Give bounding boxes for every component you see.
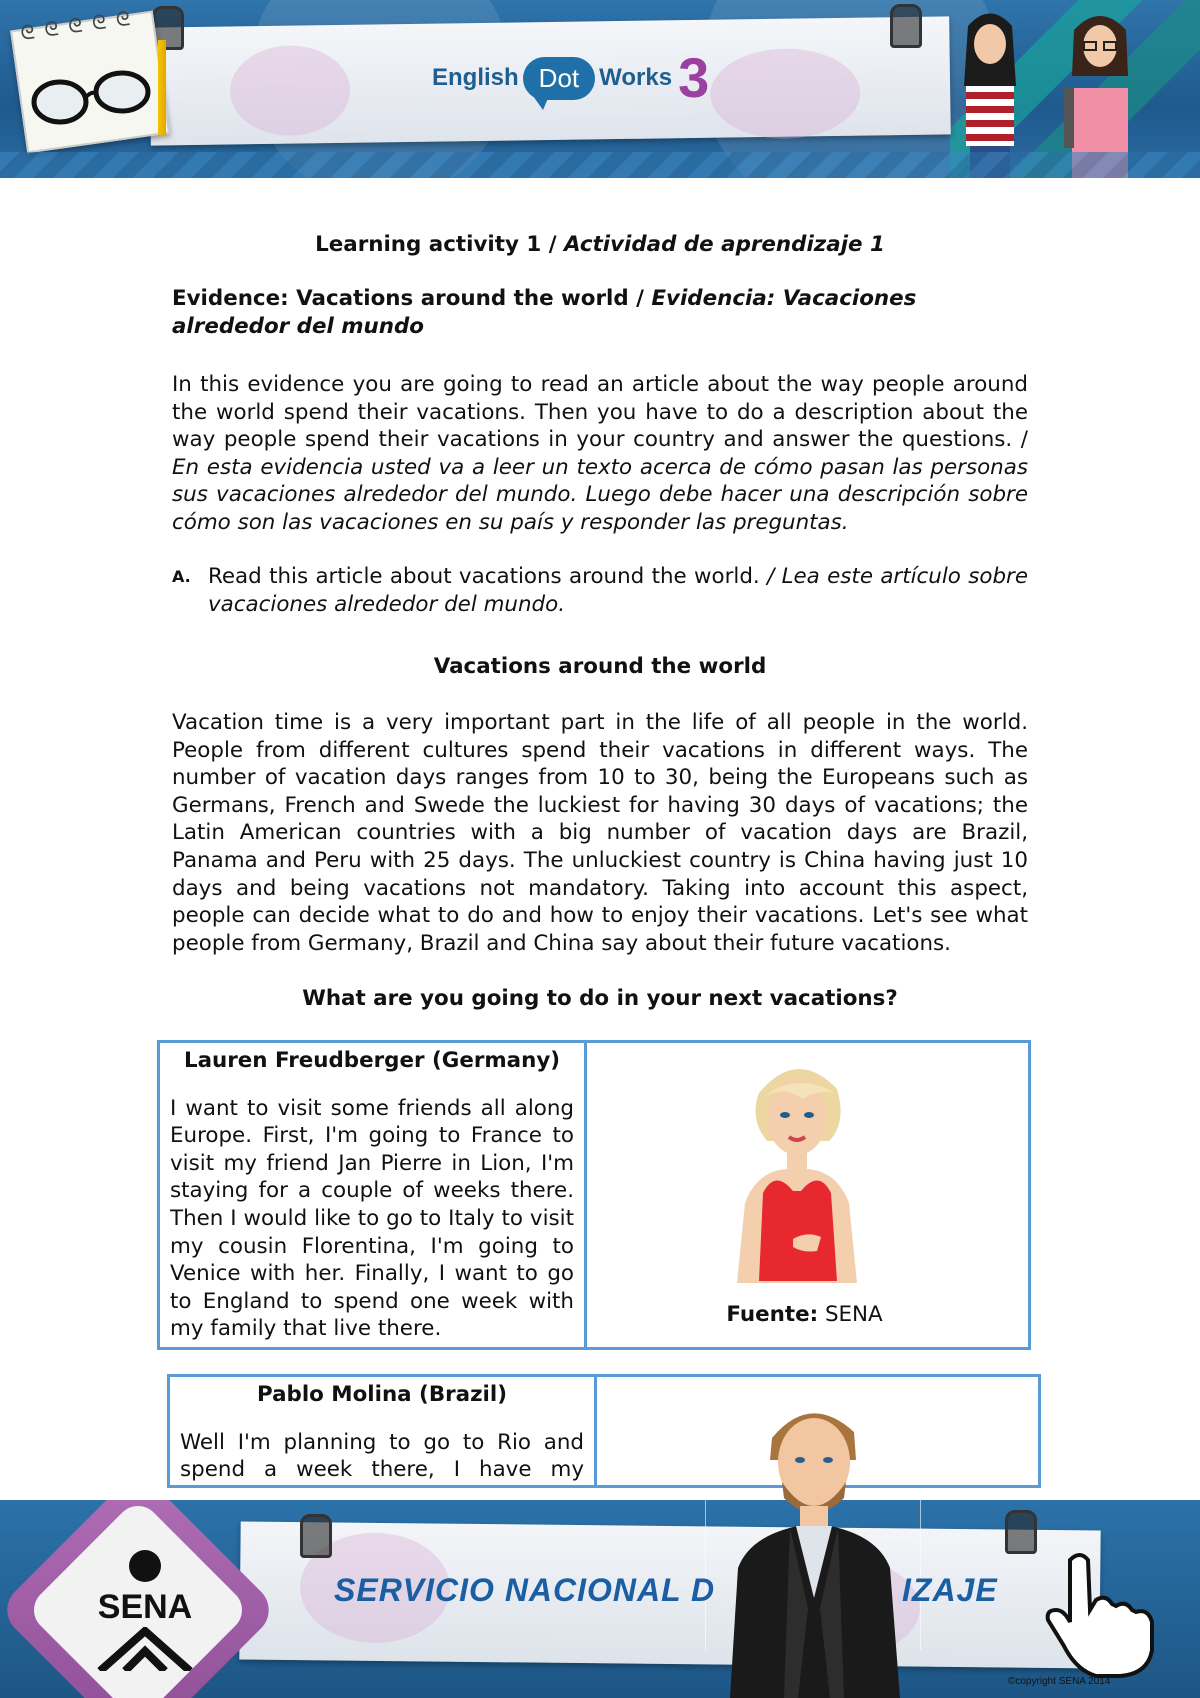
list-item-letter: A. [172, 567, 191, 586]
profile-text-cell [170, 1377, 597, 1485]
copyright-text: ©copyright SENA 2014 [1008, 1676, 1111, 1687]
caption-label: Fuente: [726, 1302, 819, 1327]
logo-dot-bubble: Dot [523, 57, 595, 100]
article-title: Vacations around the world [433, 654, 767, 679]
profile-text: Well I'm planning to go to Rio and spend a week there, I have my [180, 1429, 584, 1483]
intro-es: En esta evidencia usted va a leer un texto acerca de cómo pasan las personas sus vacaciones alrededor del mundo. Luego debe hacer una descripción sobre cómo son las vacaciones en su país y responder las preguntas. [172, 454, 1028, 535]
slogan-right: IZAJE [902, 1572, 998, 1608]
blonde-woman-illustration [697, 1053, 897, 1283]
binder-clip-icon [300, 1514, 332, 1558]
item-a-es: / Lea este artículo sobre vacaciones alrededor del mundo. [208, 564, 1028, 617]
list-item-text [208, 563, 1028, 618]
logo-number: 3 [678, 46, 710, 109]
man-character-illustration [720, 1398, 910, 1698]
profile-image-cell [587, 1043, 1022, 1347]
caption-value: SENA [818, 1302, 883, 1327]
intro-paragraph [172, 371, 1028, 537]
header-banner [0, 0, 1200, 178]
english-dot-works-logo [432, 48, 709, 108]
pencil-icon [158, 40, 166, 135]
spiral-rings: ᘓᘓᘓᘓᘓ [18, 4, 142, 46]
item-a-en: Read this article about vacations around the world. [208, 564, 768, 589]
sena-arrows-icon [90, 1627, 200, 1671]
profile-name: Pablo Molina (Brazil) [256, 1382, 508, 1407]
intro-en: In this evidence you are going to read an article about the way people around the world spend their vacations. Then you have to do a description about the way people spend their vacations in your country and answer the questions. / [172, 372, 1028, 453]
question-heading: What are you going to do in your next vacations? [302, 986, 898, 1011]
logo-english: English [432, 64, 519, 91]
slogan-left: SERVICIO NACIONAL D [334, 1572, 716, 1608]
glasses-icon [30, 70, 160, 130]
article-body: Vacation time is a very important part in the life of all people in the world. People from different cultures spend their vacations in different ways. The number of vacation days ranges from 10 to 30, being the Europeans such as Germans, French and Swede the luckiest for having 30 days of vacations; the Latin American countries with a big number of vacation days are Brazil, Panama and Peru with 25 days. The unluckiest country is China having just 10 days and being vacations not mandatory. Taking into account this aspect, people can decide what to do and how to enjoy their vacations. Let's see what people from Germany, Brazil and China say about their future vacations. [172, 710, 1028, 956]
evidence-title-es: Evidencia: Vacaciones alrededor del mundo [172, 286, 917, 339]
binder-clip-icon [890, 4, 922, 48]
evidence-title [172, 285, 1028, 340]
logo-works: Works [599, 64, 673, 91]
binder-clip-icon [1005, 1510, 1037, 1554]
profile-text: I want to visit some friends all along Europe. First, I'm going to France to visit my friend Jan Pierre in Lion, I'm staying for a couple of weeks there. Then I would like to go to Italy to visit my cousin Florentina, I'm going to Venice with her. Finally, I want to go to England to spend one week with my family that live there. [170, 1095, 574, 1342]
sena-logo [80, 1548, 210, 1675]
profile-text-cell [160, 1043, 587, 1347]
profile-table-lauren [157, 1040, 1031, 1350]
sena-logo-text: SENA [97, 1588, 193, 1626]
activity-title-es: Actividad de aprendizaje 1 [563, 232, 885, 257]
list-item-a [172, 563, 1028, 618]
sena-figure-icon [125, 1548, 165, 1584]
pointing-hand-icon [1040, 1550, 1160, 1680]
activity-title [172, 231, 1028, 259]
evidence-title-en: Evidence: Vacations around the world / [172, 286, 652, 311]
profile-name: Lauren Freudberger (Germany) [183, 1048, 561, 1073]
footer-banner [0, 1500, 1200, 1698]
image-caption [587, 1301, 1022, 1329]
activity-title-en: Learning activity 1 / [315, 232, 564, 257]
decor-stripes [0, 152, 1200, 178]
